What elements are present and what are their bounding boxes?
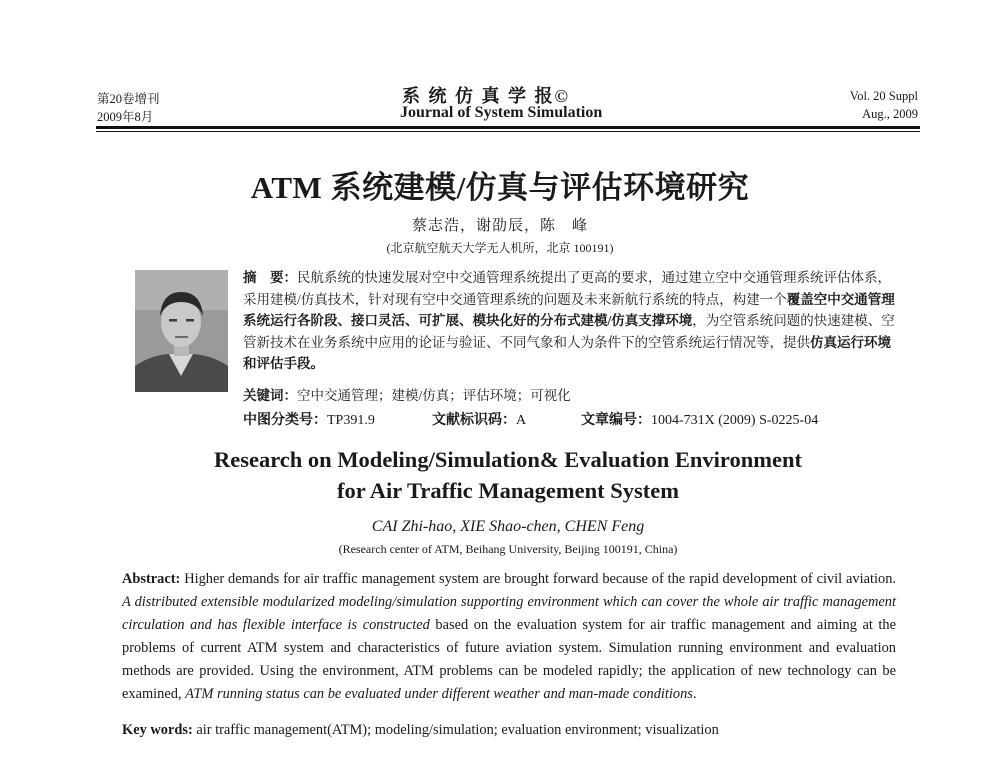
abstract-cn-label: 摘 要：: [243, 270, 297, 285]
header-date-en: Aug., 2009: [862, 107, 918, 121]
abstract-cn: [243, 267, 900, 375]
keywords-cn: [243, 385, 571, 407]
article-number-label: 文章编号：: [581, 413, 651, 428]
affiliation-en: (Research center of ATM, Beihang University, Beijing 100191, China): [338, 542, 678, 556]
abstract-en-text-1: Higher demands for air traffic management system are brought forward because of the rapid development of civil aviation.: [180, 571, 896, 587]
header-date-cn: 2009年8月: [97, 110, 154, 124]
clc-value: TP391.9: [327, 413, 375, 428]
author-photo: [135, 270, 228, 392]
document-code: [432, 409, 526, 429]
keywords-cn-text: 空中交通管理；建模/仿真；评估环境；可视化: [297, 388, 571, 403]
paper-title-en-line-2: for Air Traffic Management System: [336, 478, 679, 503]
abstract-en-italic-1: A distributed extensible modularized modeling/simulation supporting environment which can cover the whole air traffic management circulation and has flexible interface is constructed: [122, 594, 896, 633]
header-rule-thick: [96, 126, 920, 129]
abstract-en: [122, 568, 896, 706]
clc-label: 中图分类号：: [243, 413, 327, 428]
abstract-cn-bold-1: 覆盖空中交通管理系统运行各阶段、接口灵活、可扩展、模块化好的分布式建模/仿真支撑环境: [243, 291, 895, 328]
abstract-cn-text-1: 民航系统的快速发展对空中交通管理系统提出了更高的要求，通过建立空中交通管理系统评估体系，采用建模/仿真技术，针对现有空中交通管理系统的问题及未来新航行系统的特点，构建一个: [243, 270, 891, 307]
author-portrait-icon: [135, 270, 228, 392]
header-volume-en: Vol. 20 Suppl: [849, 89, 918, 103]
keywords-cn-label: 关键词：: [243, 388, 297, 403]
abstract-en-text-2: based on the evaluation system for air traffic management and aiming at the problems of current ATM system and characteristics of future aviation system. Simulation running environment and evaluation methods are provided. Using the environment, ATM problems can be modeled rapidly; the application of new technology can be examined,: [122, 617, 897, 702]
authors-cn: 蔡志浩，谢劭辰，陈 峰: [411, 218, 588, 234]
article-number-value: 1004-731X (2009) S-0225-04: [651, 413, 819, 428]
paper-title-cn: ATM 系统建模/仿真与评估环境研究: [250, 170, 750, 205]
abstract-en-label: Abstract:: [122, 571, 181, 587]
keywords-en: [122, 719, 896, 742]
affiliation-cn: (北京航空航天大学无人机所，北京 100191): [386, 241, 614, 255]
abstract-en-italic-2: ATM running status can be evaluated under different weather and man-made conditions: [185, 686, 693, 702]
abstract-en-text-3: .: [692, 686, 697, 702]
paper-title-en-line-1: Research on Modeling/Simulation& Evaluation Environment: [214, 447, 802, 472]
journal-title-en: Journal of System Simulation: [400, 104, 603, 121]
clc-number: [243, 409, 375, 429]
header-volume-cn: 第20卷增刊: [97, 92, 160, 106]
doc-code-value: A: [516, 413, 527, 428]
keywords-en-label: Key words:: [122, 722, 193, 738]
abstract-cn-bold-2: 仿真运行环境和评估手段。: [243, 334, 891, 371]
doc-code-label: 文献标识码：: [432, 413, 516, 428]
journal-title-cn: 系 统 仿 真 学 报©: [402, 86, 570, 106]
abstract-cn-text-2: ，为空管系统问题的快速建模、空管新技术在业务系统中应用的论证与验证、不同气象和人为条件下的空管系统运行情况等，提供: [243, 313, 895, 350]
header-rule-thin: [96, 131, 920, 132]
authors-en: CAI Zhi-hao, XIE Shao-chen, CHEN Feng: [371, 518, 645, 535]
article-number: [581, 409, 818, 429]
keywords-en-text: air traffic management(ATM); modeling/simulation; evaluation environment; visualization: [192, 722, 719, 738]
